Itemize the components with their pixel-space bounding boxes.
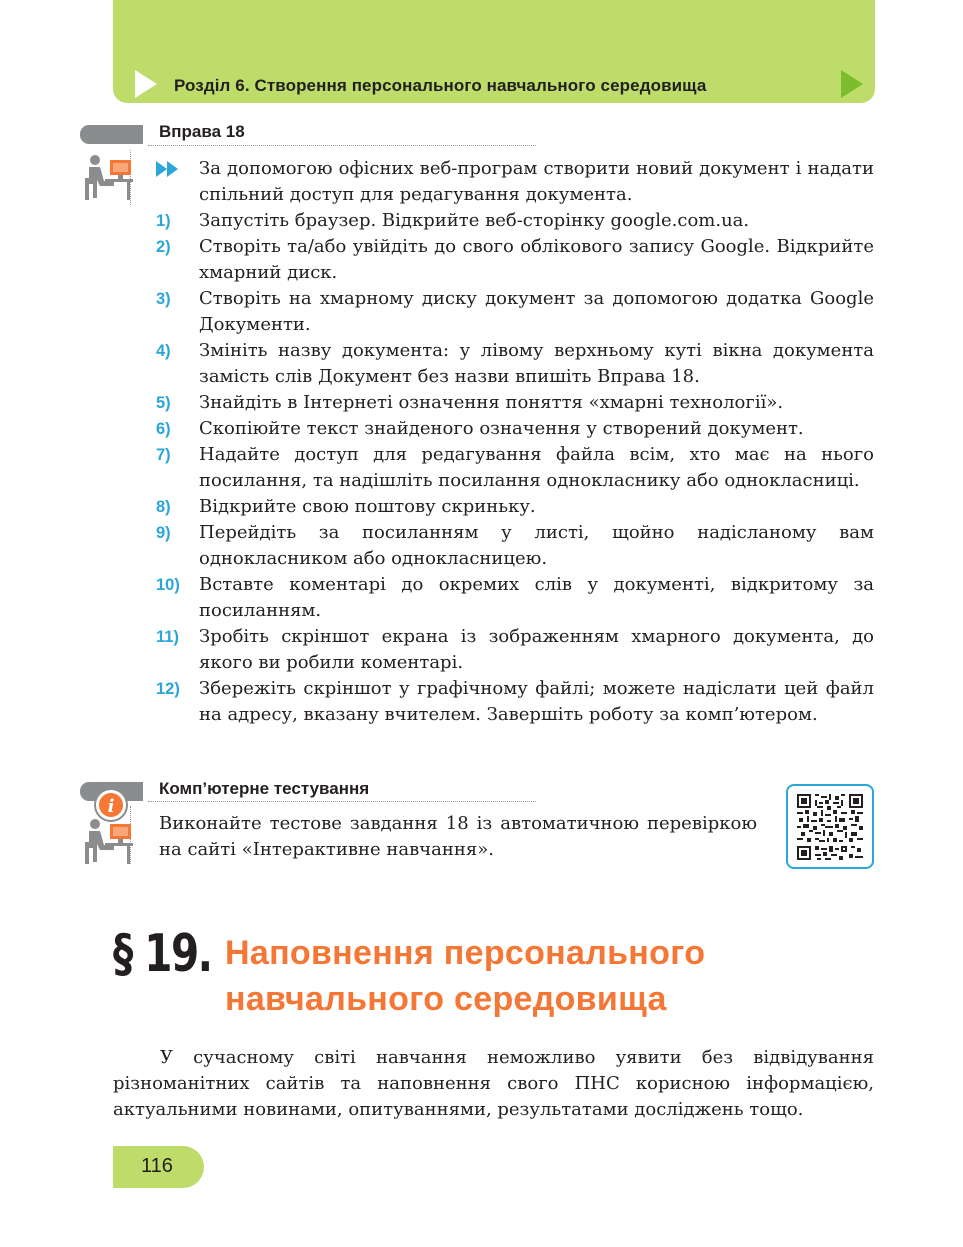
play-arrow-icon <box>841 70 863 98</box>
list-item <box>156 208 874 234</box>
chapter-header <box>113 0 875 103</box>
step-number: 12) <box>156 680 180 698</box>
paragraph-title <box>225 930 825 1022</box>
chapter-title: Розділ 6. Створення персонального навчального середовища <box>174 76 707 95</box>
step-number: 6) <box>156 420 171 438</box>
step-text: Запустіть браузер. Відкрийте веб-сторінку google.com.ua. <box>199 210 750 231</box>
step-number: 3) <box>156 290 171 308</box>
paragraph-number: § 19. <box>113 924 212 984</box>
list-item <box>156 520 874 572</box>
step-number: 11) <box>156 628 179 646</box>
step-text: Скопіюйте текст знайденого означення у створений документ. <box>199 418 804 439</box>
divider <box>148 801 536 802</box>
step-number: 1) <box>156 212 171 230</box>
step-text: Збережіть скріншот у графічному файлі; можете надіслати цей файл на адресу, вказану вчителем. Завершіть роботу за комп’ютером. <box>199 678 874 725</box>
step-number: 4) <box>156 342 171 360</box>
step-number: 2) <box>156 238 171 256</box>
divider <box>148 145 536 146</box>
step-text: Вставте коментарі до окремих слів у документі, відкритому за посиланням. <box>199 574 874 621</box>
list-item <box>156 286 874 338</box>
page-number: 116 <box>141 1155 173 1177</box>
paragraph-title-line: Наповнення персонального <box>225 934 706 972</box>
list-item <box>156 624 874 676</box>
exercise-intro <box>156 156 874 208</box>
exercise-intro-text: За допомогою офісних веб-програм створити новий документ і надати спільний доступ для редагування документа. <box>199 158 874 205</box>
play-arrow-icon <box>156 161 182 179</box>
step-text: Знайдіть в Інтернеті означення поняття «хмарні технології». <box>199 392 784 413</box>
step-text: Надайте доступ для редагування файла всім, хто має на нього посилання, та надішліть посилання однокласнику або однокласниці. <box>199 444 874 491</box>
list-item <box>156 416 874 442</box>
step-text: Відкрийте свою поштову скриньку. <box>199 496 536 517</box>
step-text: Змініть назву документа: у лівому верхньому куті вікна документа замість слів Документ без назви впишіть Вправа 18. <box>199 340 874 387</box>
list-item <box>156 234 874 286</box>
list-item <box>156 676 874 728</box>
paragraph-title-line: навчального середовища <box>225 980 667 1018</box>
svg-text:i: i <box>107 796 115 817</box>
list-item <box>156 494 874 520</box>
step-number: 7) <box>156 446 171 464</box>
step-number: 9) <box>156 524 171 542</box>
list-item <box>156 572 874 624</box>
body-paragraph: У сучасному світі навчання неможливо уявити без відвідування різноманітних сайтів та наповнення свого ПНС корисною інформацією, актуальними новинами, опитуваннями, результатами досліджень тощо. <box>113 1047 874 1120</box>
learner-at-computer-icon <box>83 154 135 204</box>
testing-text: Виконайте тестове завдання 18 із автоматичною перевіркою на сайті «Інтерактивне навчання». <box>159 813 757 860</box>
list-item <box>156 338 874 390</box>
testing-title: Комп’ютерне тестування <box>159 779 370 798</box>
exercise-steps <box>156 156 874 728</box>
qr-code-icon[interactable] <box>786 784 874 869</box>
step-number: 5) <box>156 394 171 412</box>
step-text: Перейдіть за посиланням у листі, щойно надісланому вам однокласником або однокласницею. <box>199 522 874 569</box>
step-text: Створіть на хмарному диску документ за допомогою додатка Google Документи. <box>199 288 874 335</box>
step-number: 8) <box>156 498 171 516</box>
learner-at-computer-icon <box>83 818 135 868</box>
play-arrow-icon <box>135 70 157 98</box>
list-item <box>156 390 874 416</box>
exercise-title: Вправа 18 <box>159 122 245 141</box>
step-text: Зробіть скріншот екрана із зображенням хмарного документа, до якого ви робили коментарі. <box>199 626 874 673</box>
step-text: Створіть та/або увійдіть до свого облікового запису Google. Відкрийте хмарний диск. <box>199 236 874 283</box>
step-number: 10) <box>156 576 180 594</box>
section-marker <box>80 125 143 144</box>
list-item <box>156 442 874 494</box>
page-number-badge <box>113 1146 204 1188</box>
